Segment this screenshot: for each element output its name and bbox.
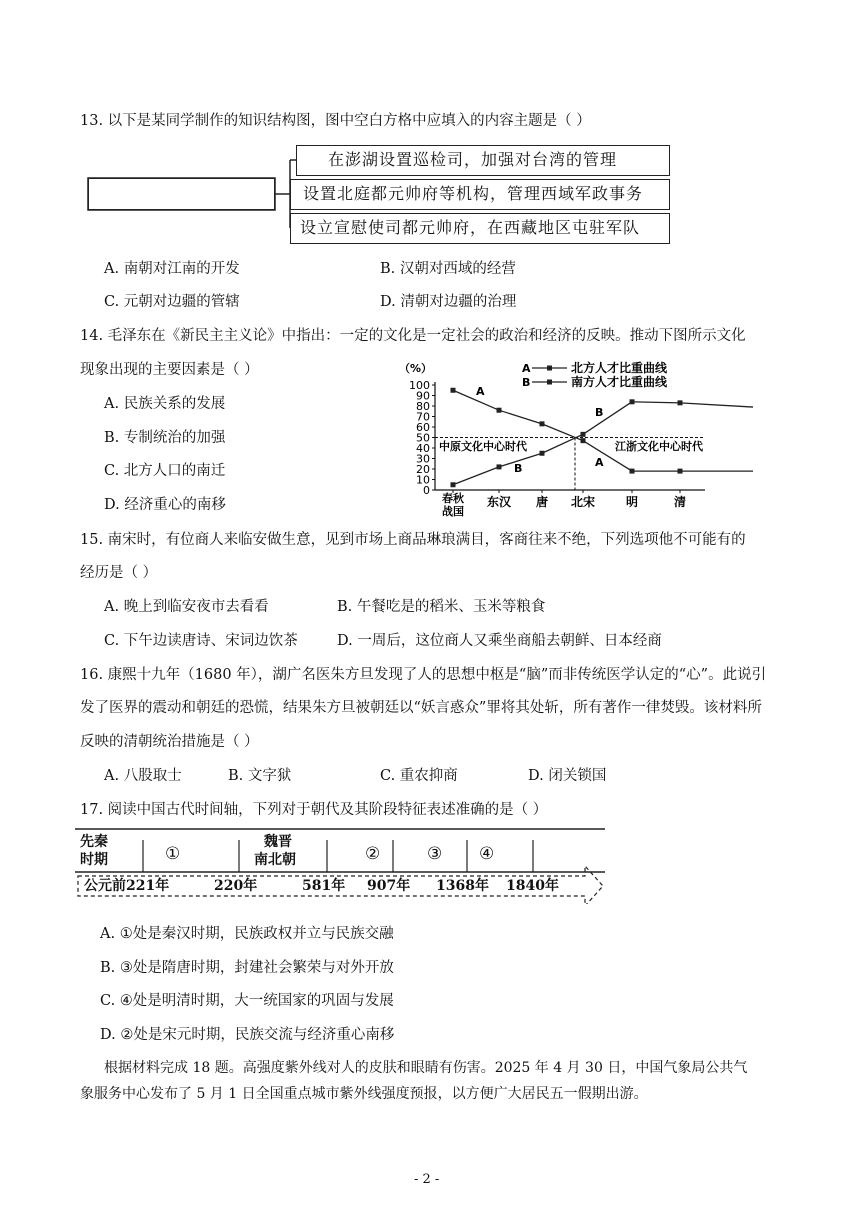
q16-option-a[interactable]: A. 八股取士: [104, 768, 182, 784]
data-point-B: [497, 464, 502, 469]
timeline-year-6: 1840年: [506, 878, 559, 894]
talent-ratio-chart: [395, 358, 790, 518]
q13-option-d[interactable]: D. 清朝对边疆的治理: [380, 294, 517, 310]
q14-option-a[interactable]: A. 民族关系的发展: [104, 396, 226, 412]
curve-label-A: A: [476, 385, 485, 398]
data-point-B: [630, 399, 635, 404]
y-tick-label: 60: [416, 421, 430, 434]
annotation-central-plains: 中原文化中心时代: [439, 440, 527, 453]
q13-option-c[interactable]: C. 元朝对边疆的管辖: [104, 294, 240, 310]
y-axis-unit: （%）: [399, 362, 433, 375]
timeline-cell-circle-3: ③: [427, 844, 443, 864]
y-tick-label: 30: [416, 452, 430, 466]
q13-box-1-text: 在澎湖设置巡检司，加强对台湾的管理: [328, 150, 618, 169]
x-tick-label: 北宋: [570, 495, 596, 509]
timeline-cell-circle-4: ④: [479, 844, 495, 864]
timeline-year-4: 907年: [367, 878, 411, 894]
q16-line1: 16. 康熙十九年（1680 年），湖广名医朱方旦发现了人的思想中枢是“脑”而非传统医学认定的“心”。此说引: [80, 667, 767, 683]
data-point-B: [540, 451, 545, 456]
legend-label-B: 南方人才比重曲线: [571, 375, 668, 389]
curve-label-A: A: [595, 456, 604, 469]
x-tick-label: 战国: [442, 505, 464, 518]
annotation-jiangzhe: 江浙文化中心时代: [615, 440, 703, 453]
data-point-B: [451, 482, 456, 487]
timeline-year-2: 220年: [214, 878, 258, 894]
q13-option-a[interactable]: A. 南朝对江南的开发: [104, 261, 240, 277]
timeline-cell-1a: 先秦: [80, 834, 108, 850]
q17-option-c[interactable]: C. ④处是明清时期，大一统国家的巩固与发展: [100, 993, 394, 1009]
x-tick-label: 东汉: [486, 495, 512, 509]
data-point-A: [540, 421, 545, 426]
curve-label-B: B: [514, 462, 523, 475]
x-tick-label: 清: [673, 495, 687, 509]
q13-box-3-text: 设立宣慰使司都元帅府，在西藏地区屯驻军队: [300, 218, 641, 237]
q14-stem-line2: 现象出现的主要因素是（ ）: [80, 362, 259, 378]
q18-material-line2: 象服务中心发布了 5 月 1 日全国重点城市紫外线强度预报，以方便广大居民五一假期出游。: [80, 1086, 648, 1102]
q18-material-line1: 根据材料完成 18 题。高强度紫外线对人的皮肤和眼睛有伤害。2025 年 4 月 30 日，中国气象局公共气: [104, 1060, 748, 1076]
q16-option-b[interactable]: B. 文字狱: [228, 768, 292, 784]
data-point-A: [451, 388, 456, 393]
q16-line3: 反映的清朝统治措施是（ ）: [80, 734, 259, 750]
q14-option-d[interactable]: D. 经济重心的南移: [104, 497, 226, 513]
data-point-A: [581, 438, 586, 443]
q13-blank-box: [88, 178, 275, 210]
data-point-A: [497, 408, 502, 413]
timeline-year-3: 581年: [302, 878, 346, 894]
data-point-A: [678, 469, 683, 474]
legend-label-A: 北方人才比重曲线: [571, 361, 668, 375]
legend-key-B: B: [522, 376, 531, 389]
q15-stem-line2: 经历是（ ）: [80, 565, 158, 581]
q17-option-a[interactable]: A. ①处是秦汉时期，民族政权并立与民族交融: [100, 926, 394, 942]
q13-option-b[interactable]: B. 汉朝对西域的经营: [380, 261, 516, 277]
y-tick-label: 70: [416, 410, 430, 424]
page-number: - 2 -: [414, 1172, 440, 1187]
q15-option-c[interactable]: C. 下午边读唐诗、宋词边饮茶: [104, 633, 298, 649]
y-tick-label: 10: [416, 473, 430, 487]
q14-stem-line1: 14. 毛泽东在《新民主主义论》中指出：一定的文化是一定社会的政治和经济的反映。推动下图所示文化: [80, 328, 746, 344]
y-tick-label: 50: [416, 431, 430, 445]
q17-option-d[interactable]: D. ②处是宋元时期，民族交流与经济重心南移: [100, 1027, 395, 1043]
timeline-cell-3b: 南北朝: [254, 852, 296, 868]
y-tick-label: 40: [416, 442, 430, 455]
timeline-cell-circle-2: ②: [365, 844, 381, 864]
timeline-cell-3a: 魏晋: [264, 834, 292, 850]
x-tick-label: 唐: [535, 495, 549, 509]
q15-option-d[interactable]: D. 一周后，这位商人又乘坐商船去朝鲜、日本经商: [337, 633, 662, 649]
y-tick-label: 100: [409, 379, 430, 392]
y-tick-label: 20: [416, 463, 430, 476]
data-point-B: [581, 432, 586, 437]
q16-option-d[interactable]: D. 闭关锁国: [528, 768, 607, 784]
q15-stem-line1: 15. 南宋时，有位商人来临安做生意，见到市场上商品琳琅满目，客商往来不绝，下列选项他不可能有的: [80, 532, 746, 548]
q13-stem: 13. 以下是某同学制作的知识结构图，图中空白方格中应填入的内容主题是（ ）: [80, 113, 591, 129]
q15-option-b[interactable]: B. 午餐吃是的稻米、玉米等粮食: [337, 599, 546, 615]
y-tick-label: 80: [416, 400, 430, 413]
q13-box-2-text: 设置北庭都元帅府等机构，管理西域军政事务: [303, 184, 644, 203]
legend-marker: [547, 380, 552, 385]
q15-option-a[interactable]: A. 晚上到临安夜市去看看: [104, 599, 269, 615]
timeline-year-1: 公元前221年: [84, 878, 170, 894]
timeline-cell-circle-1: ①: [165, 844, 181, 864]
data-point-B: [678, 400, 683, 405]
x-tick-label: 明: [625, 495, 639, 509]
q14-option-b[interactable]: B. 专制统治的加强: [104, 430, 226, 446]
q17-option-b[interactable]: B. ③处是隋唐时期，封建社会繁荣与对外开放: [100, 960, 394, 976]
timeline-cell-1b: 时期: [80, 852, 108, 868]
y-tick-label: 0: [423, 484, 430, 497]
legend-key-A: A: [522, 362, 531, 375]
timeline-year-5: 1368年: [436, 878, 489, 894]
y-tick-label: 90: [416, 389, 430, 403]
q17-stem: 17. 阅读中国古代时间轴，下列对于朝代及其阶段特征表述准确的是（ ）: [80, 802, 548, 818]
curve-label-B: B: [595, 406, 604, 419]
q14-option-c[interactable]: C. 北方人口的南迁: [104, 463, 226, 479]
data-point-A: [630, 469, 635, 474]
q16-line2: 发了医界的震动和朝廷的恐慌，结果朱方旦被朝廷以“妖言惑众”罪将其处斩，所有著作一律焚毁。该材料所: [80, 700, 762, 716]
q16-option-c[interactable]: C. 重农抑商: [380, 768, 458, 784]
x-tick-label: 春秋: [442, 492, 464, 505]
legend-marker: [547, 366, 552, 371]
